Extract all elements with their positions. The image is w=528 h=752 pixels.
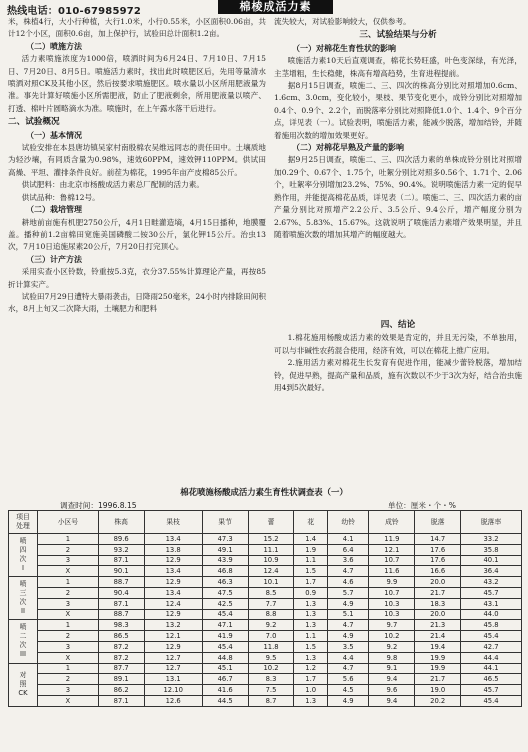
treatment-label: 喷 三 次 II [9,577,38,620]
table-cell: 1 [38,577,99,588]
table-cell: 4.9 [327,631,368,642]
paragraph: 耕地前亩施有机肥2750公斤，4月1日畦灌造墒，4月15日播种，地膜覆盖。播种前1.2亩棉田宽施美国磷酸二铵30公斤，氯化钾15公斤。治虫13次，7月10日追施尿素20公斤，7月20日打完顶心。 [8,217,266,252]
table-cell: 87.2 [98,652,144,663]
treatment-label: 对 照 CK [9,663,38,706]
table-row [9,663,522,674]
table-cell: 1.3 [294,695,328,706]
table-cell: 98.3 [98,620,144,631]
table-cell: 45.8 [461,620,522,631]
paragraph: 采用实查小区铃数，铃重按5.3克，衣分37.55%计算理论产量，再按85折计算实产。 [8,267,266,289]
table-cell: 12.10 [144,685,202,696]
paragraph: 试验田7月29日遭特大暴雨袭击，日降雨250毫米，24小时内排除田间积水，8月上旬又二次降大雨，土壤肥力和肥料 [8,291,266,314]
table-row [9,685,522,696]
subsection-heading: （二）栽培管理 [26,205,82,215]
subsection-heading: （一）对棉花生育性状的影响 [292,43,396,53]
table-cell: 10.3 [369,609,415,620]
paragraph: 米，株植4行，大小行种植，大行1.0米，小行0.55米，小区面积0.06亩，共计12个小区，面积0.6亩，加上保护行，试验田总计面积1.2亩。 [8,17,266,39]
table-cell: 46.3 [202,577,248,588]
table-cell: 8.3 [248,674,294,685]
table-cell: 1.9 [294,544,328,555]
table-cell: 40.1 [461,555,522,566]
table-title: 棉花喷施杨酸成活力素生育性状调查表（一） [180,487,348,497]
table-cell: 87.1 [98,555,144,566]
table-cell: 45.7 [461,587,522,598]
table-cell: 87.1 [98,598,144,609]
section-heading: 三、试验结果与分析 [359,30,437,41]
table-cell: 3 [38,598,99,609]
table-cell: 10.1 [248,577,294,588]
paragraph: 喷施活力素10天后直观调查，棉花长势旺盛，叶色变深绿，有光泽，主茎增粗，生长稳健，株高有增高趋势，生育进程提前。 [274,56,522,78]
table-cell: 21.3 [415,620,461,631]
column-header: 项目 处理 [9,511,38,534]
treatment-label: 喷 二 次 III [9,620,38,663]
right-text-column [274,16,522,241]
table-cell: X [38,566,99,577]
table-cell: 3 [38,555,99,566]
table-row [9,652,522,663]
survey-date: 调查时间：1996.8.15 [60,501,137,510]
conclusion-column [274,318,522,394]
paragraph: 供试品种：鲁棉12号。 [21,192,100,202]
table-cell: 3.6 [327,555,368,566]
column-header: 小区号 [38,511,99,534]
table-cell: 13.4 [144,534,202,545]
table-cell: 11.9 [369,534,415,545]
table-row [9,598,522,609]
table-cell: 4.4 [327,652,368,663]
table-cell: 21.7 [415,587,461,598]
table-row [9,609,522,620]
table-cell: 47.5 [202,587,248,598]
table-cell: 13.1 [144,674,202,685]
table-cell: 20.2 [415,695,461,706]
table-cell: 12.7 [144,663,202,674]
table-cell: 4.7 [327,663,368,674]
table-cell: 0.9 [294,587,328,598]
table-cell: 19.9 [415,652,461,663]
subsection-heading: （二）对棉花早熟及产量的影响 [292,143,404,153]
table-cell: 5.7 [327,587,368,598]
table-cell: 2 [38,631,99,642]
table-cell: 46.8 [202,566,248,577]
table-cell: 3.5 [327,641,368,652]
table-row [9,695,522,706]
table-cell: 11.6 [369,566,415,577]
table-row [9,620,522,631]
table-cell: 44.1 [461,663,522,674]
paragraph: 2.施用活力素对棉花生长发育有促进作用，能减少蕾铃脱落，增加结铃，促进早熟，提高产量和品质，施有次数以不少于3次为好，结合治虫施用4到5次最好。 [274,358,522,393]
table-row [9,631,522,642]
growth-trait-table [8,510,522,707]
table-cell: 3 [38,641,99,652]
table-cell: 9.6 [369,685,415,696]
column-header: 幼铃 [327,511,368,534]
table-cell: 1.4 [294,534,328,545]
table-cell: 1 [38,663,99,674]
paragraph: 据8月15日调查，喷施二、三、四次的株高分别比对照增加0.6cm、1.6cm、3.0cm，变化较小，果枝、果节变化更小，成铃分别比对照增加0.4个、0.9个、2.2个，而脱落率分别比对照降低1.0个、1.4个、9个百分点，详见表（一）。试验表明，喷施活力素，能减少脱落，增加结铃，并随着施用次数的增加效果更好。 [274,81,522,140]
paragraph: 据9月25日调查，喷施二、三、四次活力素的单株成铃分别比对照增加0.29个、0.67个、1.75个，吐絮分别比对照多0.56个、1.71个、2.06个，吐絮率分别增加23.2%、75%、90.4%。说明喷施活力素一定的促早熟作用，并能提高棉花品质，详见表（二）。喷施二、三、四次活力素的亩产量分别比对照增产2.2公斤、3.5公斤、9.4公斤，增产幅度分别为2.67%、5.83%、15.67%。这就说明了喷施活力素增产效果明显，并且随着喷施次数的增加其增产的幅度越大。 [274,155,522,239]
table-cell: 9.9 [369,577,415,588]
table-cell: 87.2 [98,641,144,652]
table-cell: 49.1 [202,544,248,555]
table-cell: 13.4 [144,566,202,577]
table-cell: 88.7 [98,609,144,620]
table-cell: 9.1 [369,663,415,674]
table-row [9,566,522,577]
table-cell: 12.1 [369,544,415,555]
table-cell: 1.7 [294,577,328,588]
table-cell: 12.9 [144,577,202,588]
table-cell: 1.0 [294,685,328,696]
table-cell: 2 [38,544,99,555]
column-header: 株高 [98,511,144,534]
table-cell: 1 [38,620,99,631]
table-cell: 8.8 [248,609,294,620]
table-cell: 9.4 [369,695,415,706]
column-header: 果节 [202,511,248,534]
left-text-column [8,16,266,316]
table-cell: 1.3 [294,620,328,631]
table-cell: 9.4 [369,674,415,685]
table-cell: 36.4 [461,566,522,577]
table-cell: 42.7 [461,641,522,652]
table-cell: 20.0 [415,609,461,620]
table-cell: 4.7 [327,620,368,631]
table-cell: 33.2 [461,534,522,545]
paragraph: 活力素喷施浓度为1000倍，喷洒时间为6月24日、7月10日、7月15日、7月20日、8月5日。喷施活力素时，找出此时喷肥区后，先用等量清水喷洒对照CK及其他小区，然后按要求喷施肥区。喷水量以小区所用肥液量为准。事先计算好喷施小区所需肥液，防止了肥液剩余，所用肥液量以喷产、打透、棉叶片圆略滴水为准。喷施时，在上午露水落干后进行。 [8,54,266,113]
table-cell: 90.1 [98,566,144,577]
table-cell: 44.5 [202,695,248,706]
table-cell: 7.7 [248,598,294,609]
column-header: 果枝 [144,511,202,534]
table-row [9,534,522,545]
table-cell: 12.9 [144,641,202,652]
table-cell: 46.7 [202,674,248,685]
table-cell: 12.1 [144,631,202,642]
table-cell: 43.2 [461,577,522,588]
table-cell: 41.6 [202,685,248,696]
table-cell: 7.0 [248,631,294,642]
table-cell: 15.2 [248,534,294,545]
table-cell: 5.6 [327,674,368,685]
table-cell: 4.9 [327,695,368,706]
table-row [9,587,522,598]
table-cell: 87.1 [98,695,144,706]
table-cell: 47.1 [202,620,248,631]
paragraph: 流失较大，对试验影响较大，仅供参考。 [274,17,411,26]
table-cell: 4.1 [327,534,368,545]
table-cell: 44.0 [461,609,522,620]
table-cell: 9.7 [369,620,415,631]
table-cell: 9.5 [248,652,294,663]
table-row [9,555,522,566]
table-cell: 9.8 [369,652,415,663]
table-cell: 9.2 [369,641,415,652]
treatment-label: 喷 四 次 I [9,534,38,577]
table-cell: 17.6 [415,544,461,555]
table-row [9,674,522,685]
subsection-heading: （一）基本情况 [26,130,82,140]
table-cell: 93.2 [98,544,144,555]
table-cell: 4.7 [327,566,368,577]
table-cell: 45.4 [461,631,522,642]
column-banner: 棉棱成活力素 [218,0,333,14]
table-cell: 14.7 [415,534,461,545]
table-cell: 1 [38,534,99,545]
table-cell: 1.3 [294,609,328,620]
table-cell: 5.1 [327,609,368,620]
table-cell: 8.7 [248,695,294,706]
table-cell: 13.2 [144,620,202,631]
table-cell: 10.7 [369,587,415,598]
table-cell: 12.9 [144,609,202,620]
table-cell: 21.4 [415,631,461,642]
table-cell: 42.5 [202,598,248,609]
section-heading: 四、结论 [380,320,416,330]
table-cell: 45.1 [202,663,248,674]
table-cell: 12.6 [144,695,202,706]
table-cell: 43.9 [202,555,248,566]
table-cell: 12.7 [144,652,202,663]
table-cell: 86.5 [98,631,144,642]
table-cell: 3 [38,685,99,696]
column-header: 蕾 [248,511,294,534]
table-cell: 19.4 [415,641,461,652]
table-cell: 20.0 [415,577,461,588]
table-cell: X [38,652,99,663]
section-heading: 二、试验概况 [8,117,60,128]
table-cell: 44.8 [202,652,248,663]
column-header: 脱落 [415,511,461,534]
table-cell: 2 [38,587,99,598]
paragraph: 供试肥料：由北京市杨酸成活力素总厂配制的活力素。 [21,180,204,190]
table-cell: 88.7 [98,577,144,588]
table-cell: 89.1 [98,674,144,685]
table-cell: 44.4 [461,652,522,663]
table-cell: 18.3 [415,598,461,609]
table-cell: 1.7 [294,674,328,685]
table-cell: 10.2 [369,631,415,642]
table-cell: 43.1 [461,598,522,609]
table-cell: 47.3 [202,534,248,545]
table-cell: 13.4 [144,587,202,598]
table-cell: 12.4 [144,598,202,609]
table-cell: 13.8 [144,544,202,555]
table-cell: 41.9 [202,631,248,642]
table-cell: 86.2 [98,685,144,696]
column-header: 花 [294,511,328,534]
table-cell: 4.9 [327,598,368,609]
table-cell: 9.2 [248,620,294,631]
table-cell: 45.4 [202,641,248,652]
table-cell: 35.8 [461,544,522,555]
table-cell: 19.9 [415,663,461,674]
table-cell: 1.3 [294,652,328,663]
table-cell: 45.4 [461,695,522,706]
table-cell: 1.3 [294,598,328,609]
table-cell: 11.1 [248,544,294,555]
table-cell: X [38,695,99,706]
table-cell: 17.6 [415,555,461,566]
table-unit: 单位：厘米・个・% [388,501,456,510]
column-header: 成铃 [369,511,415,534]
table-row [9,577,522,588]
table-cell: 87.7 [98,663,144,674]
table-cell: 1.2 [294,663,328,674]
table-cell: 90.4 [98,587,144,598]
table-cell: 19.0 [415,685,461,696]
table-cell: 12.4 [248,566,294,577]
subsection-heading: （三）计产方法 [26,254,82,264]
paragraph: 1.棉花施用杨酸成活力素的效果是肯定的，并且无污染，不单独用，可以与非碱性农药混合使用，经济有效，可以在棉花上推广应用。 [274,333,522,355]
table-cell: 21.7 [415,674,461,685]
table-cell: 45.7 [461,685,522,696]
table-cell: 16.6 [415,566,461,577]
table-header-row [9,511,522,534]
table-cell: 10.7 [369,555,415,566]
table-cell: 8.5 [248,587,294,598]
paragraph: 试验安排在本县唐坊镇吴家村南殷棉农吴维远同志的责任田中。土壤质地为轻沙壤，有同质含量为0.98%，速效60PPM，速效钾110PPM。供试田高燥、平坦、灌排条件良好。前茬为棉花，1995年亩产皮棉85公斤。 [8,143,266,177]
table-row [9,544,522,555]
table-cell: 10.3 [369,598,415,609]
table-cell: X [38,609,99,620]
table-cell: 46.5 [461,674,522,685]
hotline-text: 热线电话：010-67985972 [7,6,142,17]
table-cell: 4.6 [327,577,368,588]
table-cell: 1.5 [294,566,328,577]
table-cell: 12.9 [144,555,202,566]
table-cell: 10.2 [248,663,294,674]
table-cell: 2 [38,674,99,685]
table-row [9,641,522,652]
table-cell: 1.1 [294,631,328,642]
table-cell: 11.8 [248,641,294,652]
column-header: 脱落率 [461,511,522,534]
table-cell: 7.5 [248,685,294,696]
table-cell: 89.6 [98,534,144,545]
table-cell: 6.4 [327,544,368,555]
table-cell: 10.9 [248,555,294,566]
subsection-heading: （二）喷施方法 [26,41,82,51]
table-cell: 1.1 [294,555,328,566]
table-cell: 1.5 [294,641,328,652]
table-cell: 45.4 [202,609,248,620]
table-cell: 4.5 [327,685,368,696]
table-body [9,534,522,707]
